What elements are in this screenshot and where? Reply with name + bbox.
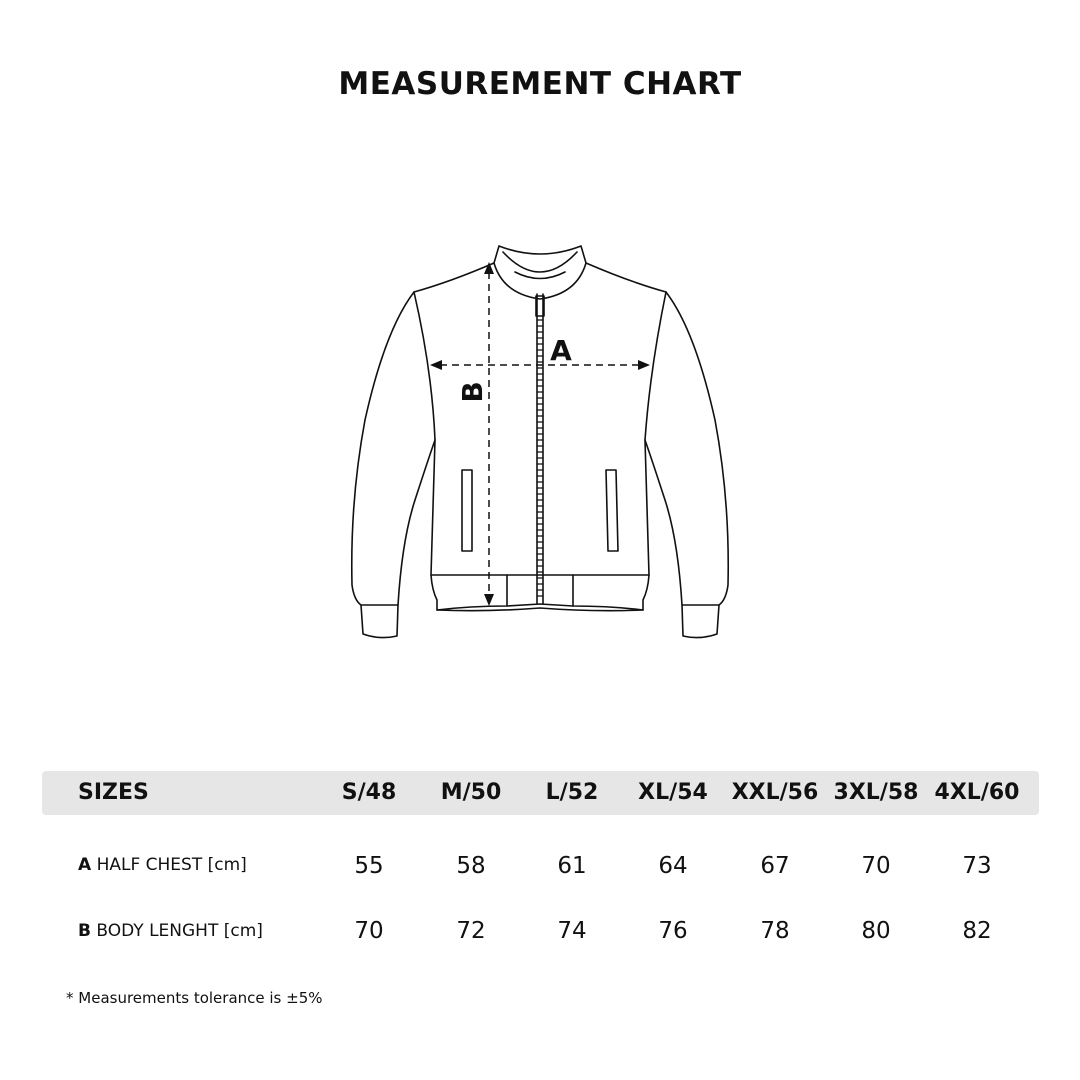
- table-cell: 73: [962, 853, 992, 879]
- header-size: 3XL/58: [833, 780, 919, 805]
- row-key: B: [78, 921, 91, 941]
- table-cell: 76: [658, 918, 688, 944]
- right-pocket: [606, 470, 618, 551]
- header-size: S/48: [341, 780, 397, 805]
- table-cell: 82: [962, 918, 992, 944]
- table-cell: 61: [557, 853, 587, 879]
- table-cell: 78: [760, 918, 790, 944]
- row-label-text: HALF CHEST [cm]: [96, 855, 247, 875]
- header-size: XL/54: [638, 780, 708, 805]
- table-cell: 72: [456, 918, 486, 944]
- measure-a-label: A: [550, 334, 572, 367]
- row-label-text: BODY LENGHT [cm]: [96, 921, 263, 941]
- left-sleeve: [352, 292, 435, 605]
- header-size: XXL/56: [731, 780, 819, 805]
- table-cell: 55: [354, 853, 384, 879]
- header-size: M/50: [440, 780, 502, 805]
- left-pocket: [462, 470, 472, 551]
- row-label-body-length: [78, 921, 263, 941]
- table-cell: 74: [557, 918, 587, 944]
- page-title: MEASUREMENT CHART: [338, 66, 742, 102]
- arrow-right-icon: [638, 360, 650, 370]
- table-header: [42, 771, 1039, 815]
- table-cell: 58: [456, 853, 486, 879]
- header-size: L/52: [545, 780, 599, 805]
- header-sizes-label: SIZES: [78, 780, 149, 805]
- tolerance-note: * Measurements tolerance is ±5%: [66, 989, 323, 1007]
- measure-b-label: B: [456, 381, 489, 403]
- table-cell: 70: [354, 918, 384, 944]
- arrow-left-icon: [430, 360, 442, 370]
- header-size: 4XL/60: [934, 780, 1020, 805]
- collar-inner: [503, 252, 577, 272]
- table-cell: 67: [760, 853, 790, 879]
- waistband: [431, 575, 507, 610]
- table-cell: 80: [861, 918, 891, 944]
- table-cell: 64: [658, 853, 688, 879]
- body-outline: [414, 263, 666, 575]
- row-key: A: [78, 855, 92, 875]
- table-cell: 70: [861, 853, 891, 879]
- row-label-half-chest: [78, 855, 247, 875]
- arrow-down-icon: [484, 594, 494, 606]
